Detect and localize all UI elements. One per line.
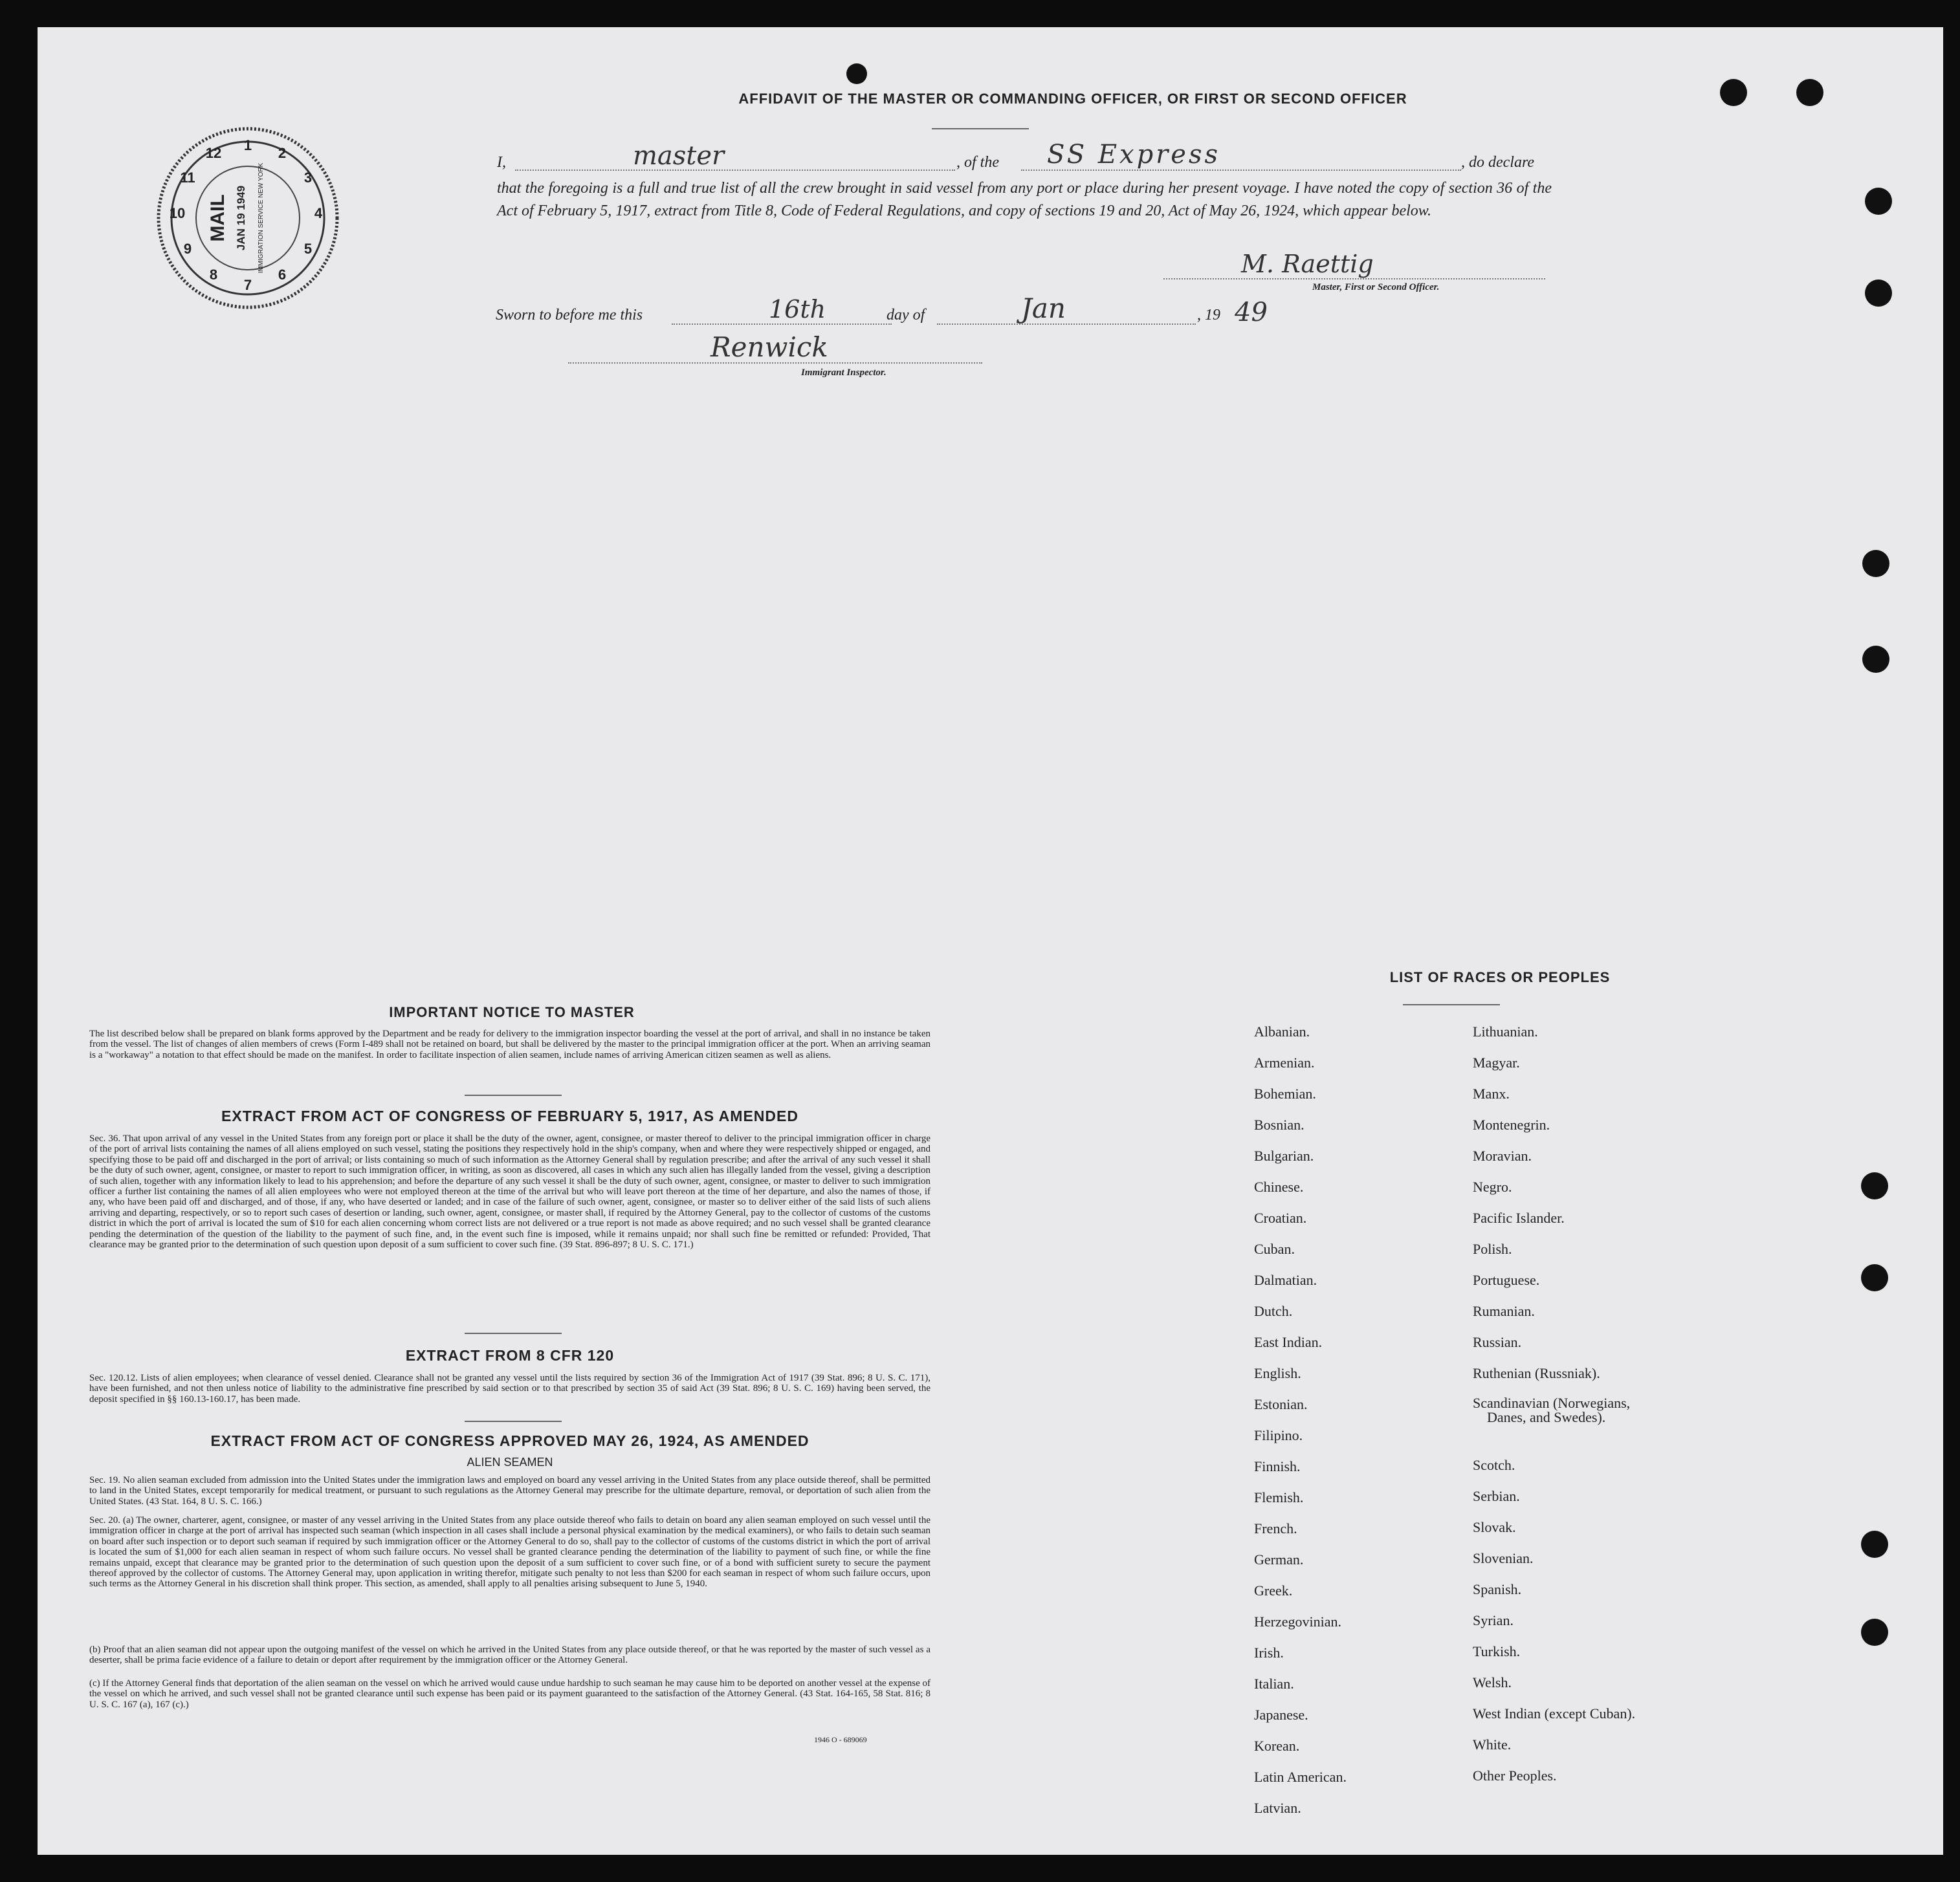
section-rule [465,1421,562,1422]
extract-1924-title: EXTRACT FROM ACT OF CONGRESS APPROVED MAY 26, 1924, AS AMENDED [210,1432,809,1449]
race-item: Korean. [1254,1738,1300,1754]
extract-1917-title: EXTRACT FROM ACT OF CONGRESS OF FEBRUARY 5, 1917, AS AMENDED [221,1108,798,1124]
race-item: Bohemian. [1254,1086,1316,1102]
extract-cfr-text: Sec. 120.12. Lists of alien employees; when clearance of vessel denied. Clearance shall not be granted any vessel until the lists required by section 36 of the Immigration Act of 1917 (39 Stat. 896; 8 U. S. C. 171), have been furnished, and not then unless notice of liability to the administrative fine prescribed by said section or to that prescribed by section 35 of said Act (39 Stat. 896; 8 U. S. C. 169) having been served, the deposit specified in §§ 160.13-160.17, has been made. [89,1373,930,1405]
race-item: Dalmatian. [1254,1272,1317,1288]
year-handwriting: 49 [1235,298,1268,327]
stamp-place-text: IMMIGRATION SERVICE NEW YORK [258,162,265,274]
punch-hole [1796,79,1823,106]
punch-hole [1865,188,1892,215]
of-the-label: , of the [956,154,999,171]
race-item: White. [1473,1736,1512,1753]
race-item: Polish. [1473,1241,1512,1257]
race-item: Manx. [1473,1086,1510,1102]
punch-hole [1861,1531,1888,1558]
month-handwriting: Jan [1021,292,1066,324]
race-item: Cuban. [1254,1241,1295,1257]
title-rule [932,128,1029,129]
extract-1924-subtitle: ALIEN SEAMEN [467,1456,553,1469]
race-item: West Indian (except Cuban). [1473,1705,1636,1722]
stamp-mail-text: MAIL [207,194,228,242]
extract-1924-sec20b: (b) Proof that an alien seaman did not appear upon the outgoing manifest of the vessel on which he arrived in the United States from any place outside thereof, or that he was reported by the master of such vessel as a deserter, shall be prima facie evidence of a failure to detain or deport after requirement by the immigration officer or the Attorney General. [89,1645,930,1666]
immigration-stamp [154,124,342,312]
notice-text: The list described below shall be prepared on blank forms approved by the Department and be ready for delivery to the immigration inspector boarding the vessel at the port of arrival, and shall in no instance be taken from the vessel. The list of changes of alien members of crews (Form I-489 shall not be retained on board, but shall be delivered by the master to the principal immigration officer at the port. When an arriving seaman is a "workaway" a notation to that effect should be made on the manifest. In order to facilitate inspection of alien seamen, include names of arriving American citizen seamen as well as aliens. [89,1029,930,1060]
inspector-caption: Immigrant Inspector. [801,367,886,378]
notice-title: IMPORTANT NOTICE TO MASTER [389,1004,635,1020]
race-item: German. [1254,1551,1304,1568]
extract-cfr-title: EXTRACT FROM 8 CFR 120 [405,1347,615,1364]
punch-hole [846,63,867,84]
race-item: Estonian. [1254,1396,1308,1412]
vessel-name-handwriting: SS Express [1047,140,1221,170]
vessel-name-field [1021,170,1461,171]
race-item: Spanish. [1473,1581,1522,1597]
race-item: Lithuanian. [1473,1023,1538,1040]
race-item: Negro. [1473,1179,1512,1195]
race-item: Pacific Islander. [1473,1210,1565,1226]
master-signature-line [1163,278,1545,279]
race-item: Scandinavian (Norwegians, [1473,1395,1631,1411]
document-sheet [38,27,1943,1855]
month-field [937,323,1196,325]
punch-hole [1861,1619,1888,1646]
race-item: Danes, and Swedes). [1487,1409,1606,1425]
race-item: Bulgarian. [1254,1148,1314,1164]
race-item: Serbian. [1473,1488,1520,1504]
race-item: Japanese. [1254,1707,1308,1723]
race-item: Moravian. [1473,1148,1532,1164]
race-item: Italian. [1254,1676,1294,1692]
master-signature: M. Raettig [1241,250,1374,278]
extract-1924-sec20a: Sec. 20. (a) The owner, charterer, agent, consignee, or master of any vessel arriving in the United States from any place outside thereof who fails to detain on board any alien seaman employed on such vessel until the immigration officer in charge at the port of arrival has inspected such seaman (which inspection in all cases shall include a personal physical examination by the medical examiners), or who fails to detain such seaman on board after such inspection or to deport such seaman if required by such immigration officer or the Attorney General to do so, shall pay to the collector of customs of the customs district in which the port of arrival is located the sum of $1,000 for each alien seaman in respect of whom such failure occurs. No vessel shall be granted clearance pending the determination of the liability to payment of such fine, or while the fine remains unpaid, except that clearance may be granted prior to the determination of such question upon the deposit of a sum sufficient to cover such fine, or of a bond with sufficient surety to secure the payment thereof approved by the collector of customs. The Attorney General may, upon application in writing therefor, mitigate such penalty to not less than $200 for each seaman in respect of whom such failure occurs, upon such terms as the Attorney General in his discretion shall think proper. This section, as amended, shall apply to all penalties arising subsequent to June 5, 1940. [89,1515,930,1590]
punch-hole [1861,1264,1888,1291]
race-item: Turkish. [1473,1643,1521,1659]
affidavit-title: AFFIDAVIT OF THE MASTER OR COMMANDING OFFICER, OR FIRST OR SECOND OFFICER [738,91,1407,107]
section-rule [465,1095,562,1096]
stamp-ring-number: 9 [183,241,192,257]
race-item: Syrian. [1473,1612,1514,1628]
race-item: Scotch. [1473,1457,1515,1473]
race-item: Montenegrin. [1473,1117,1550,1133]
race-item: French. [1254,1520,1297,1537]
stamp-ring-number: 11 [180,170,195,186]
stamp-ring-number: 12 [205,145,222,161]
race-item: Latvian. [1254,1800,1301,1816]
race-item: Welsh. [1473,1674,1512,1691]
stamp-ring-number: 6 [278,267,287,283]
race-item: Russian. [1473,1334,1522,1350]
stamp-ring-number: 5 [303,241,313,257]
master-name-handwriting: master [633,141,725,171]
race-item: Flemish. [1254,1489,1304,1505]
stamp-ring-number: 10 [169,205,186,221]
print-code: 1946 O - 689069 [814,1735,867,1744]
races-title-rule [1403,1004,1500,1005]
punch-hole [1862,646,1889,673]
race-item: Ruthenian (Russniak). [1473,1365,1600,1381]
race-item: Finnish. [1254,1458,1301,1474]
affidavit-body: that the foregoing is a full and true list of all the crew brought in said vessel from any port or place during her present voyage. I have noted the copy of section 36 of the Act of February 5, 1917, extract from Title 8, Code of Federal Regulations, and copy of sections 19 and 20, Act of May 26, 1924, which appear below. [497,180,1552,219]
race-item: Magyar. [1473,1055,1520,1071]
race-item: Latin American. [1254,1769,1347,1785]
day-of-label: day of [886,307,925,323]
master-signature-caption: Master, First or Second Officer. [1312,282,1440,292]
races-title: LIST OF RACES OR PEOPLES [1389,969,1611,985]
stamp-ring-number: 2 [278,145,287,161]
race-item: Bosnian. [1254,1117,1305,1133]
do-declare-label: , do declare [1461,154,1535,171]
punch-hole [1861,1172,1888,1199]
year-prefix: , 19 [1197,307,1220,323]
race-item: Slovenian. [1473,1550,1534,1566]
race-item: Herzegovinian. [1254,1614,1341,1630]
race-item: Chinese. [1254,1179,1304,1195]
race-item: Rumanian. [1473,1303,1535,1319]
race-item: Croatian. [1254,1210,1307,1226]
race-item: Albanian. [1254,1023,1310,1040]
stamp-ring-number: 7 [243,277,252,293]
stamp-ring-number: 3 [303,170,313,186]
stamp-ring-number: 4 [314,205,323,221]
race-item: Irish. [1254,1645,1284,1661]
stamp-ring-number: 1 [243,137,252,153]
i-label: I, [497,154,506,171]
race-item: Other Peoples. [1473,1767,1557,1784]
race-item: Dutch. [1254,1303,1293,1319]
race-item: Armenian. [1254,1055,1315,1071]
race-item: Slovak. [1473,1519,1516,1535]
race-item: Filipino. [1254,1427,1303,1443]
extract-1917-text: Sec. 36. That upon arrival of any vessel in the United States from any foreign port or place it shall be the duty of the owner, agent, consignee, or master thereof to deliver to the principal immigration officer in charge of the port of arrival lists containing the names of all aliens employed on such vessel, stating the positions they respectively hold in the ship's company, when and where they were respectively shipped or engaged, and specifying those to be paid off and discharged in the port of arrival; or lists containing so much of such information as the Attorney General shall by regulation prescribe; and after the arrival of any such vessel it shall be the duty of such owner, agent, consignee, or master to report to such immigration officer, in writing, as soon as discovered, all cases in which any such alien has illegally landed from the vessel, giving a description of such alien, together with any information likely to lead to his apprehension; and before the departure of any such vessel it shall be the duty of such owner, agent, consignee, or master to deliver to such immigration officer a further list containing the names of all alien employees who were not employed thereon at the time of the arrival but who will leave port thereon at the time of her departure, and also the names of those, if any, who have been paid off and discharged, and of those, if any, who have deserted or landed; and in case of the failure of such owner, agent, consignee, or master so to deliver either of the said lists of such aliens arriving and departing, respectively, or so to report such cases of desertion or landing, such owner, agent, consignee, or master shall, if required by the Attorney General, pay to the collector of customs of the customs district in which the port of arrival is located the sum of $10 for each alien concerning whom correct lists are not delivered or a true report is not made as above required; and no such vessel shall be granted clearance pending the determination of the question of the liability to the payment of such fine, and, in the event such fine is imposed, while it remains unpaid; nor shall such fine be remitted or refunded: Provided, That clearance may be granted prior to the determination of such question upon deposit of a sum sufficient to cover such fine. (39 Stat. 896-897; 8 U. S. C. 171.) [89,1133,930,1251]
day-handwriting: 16th [769,295,826,323]
stamp-ring-number: 8 [209,267,218,283]
sworn-label: Sworn to before me this [496,307,643,323]
race-item: Portuguese. [1473,1272,1540,1288]
inspector-signature: Renwick [710,331,828,363]
punch-hole [1862,550,1889,577]
section-rule [465,1333,562,1334]
punch-hole [1865,279,1892,307]
extract-1924-sec20c: (c) If the Attorney General finds that deportation of the alien seaman on the vessel on which he arrived would cause undue hardship to such seaman he may cause him to be deported on another vessel at the expense of the vessel on which he arrived, and such vessel shall not be granted clearance until such expense has been paid or its payment guaranteed to the satisfaction of the Attorney General. (43 Stat. 164-165, 58 Stat. 816; 8 U. S. C. 167 (a), 167 (c).) [89,1678,930,1710]
day-field [672,323,892,325]
race-item: Greek. [1254,1582,1293,1599]
race-item: English. [1254,1365,1301,1381]
stamp-date-text: JAN 19 1949 [235,185,247,251]
punch-hole [1720,79,1747,106]
race-item: East Indian. [1254,1334,1323,1350]
master-name-field [515,170,955,171]
extract-1924-sec19: Sec. 19. No alien seaman excluded from admission into the United States under the immigration laws and employed on board any vessel arriving in the United States from any place outside thereof, shall be permitted to land in the United States, except temporarily for medical treatment, or pursuant to such regulations as the Attorney General may prescribe for the ultimate departure, removal, or deportation of such alien from the United States. (43 Stat. 164, 8 U. S. C. 166.) [89,1475,930,1507]
